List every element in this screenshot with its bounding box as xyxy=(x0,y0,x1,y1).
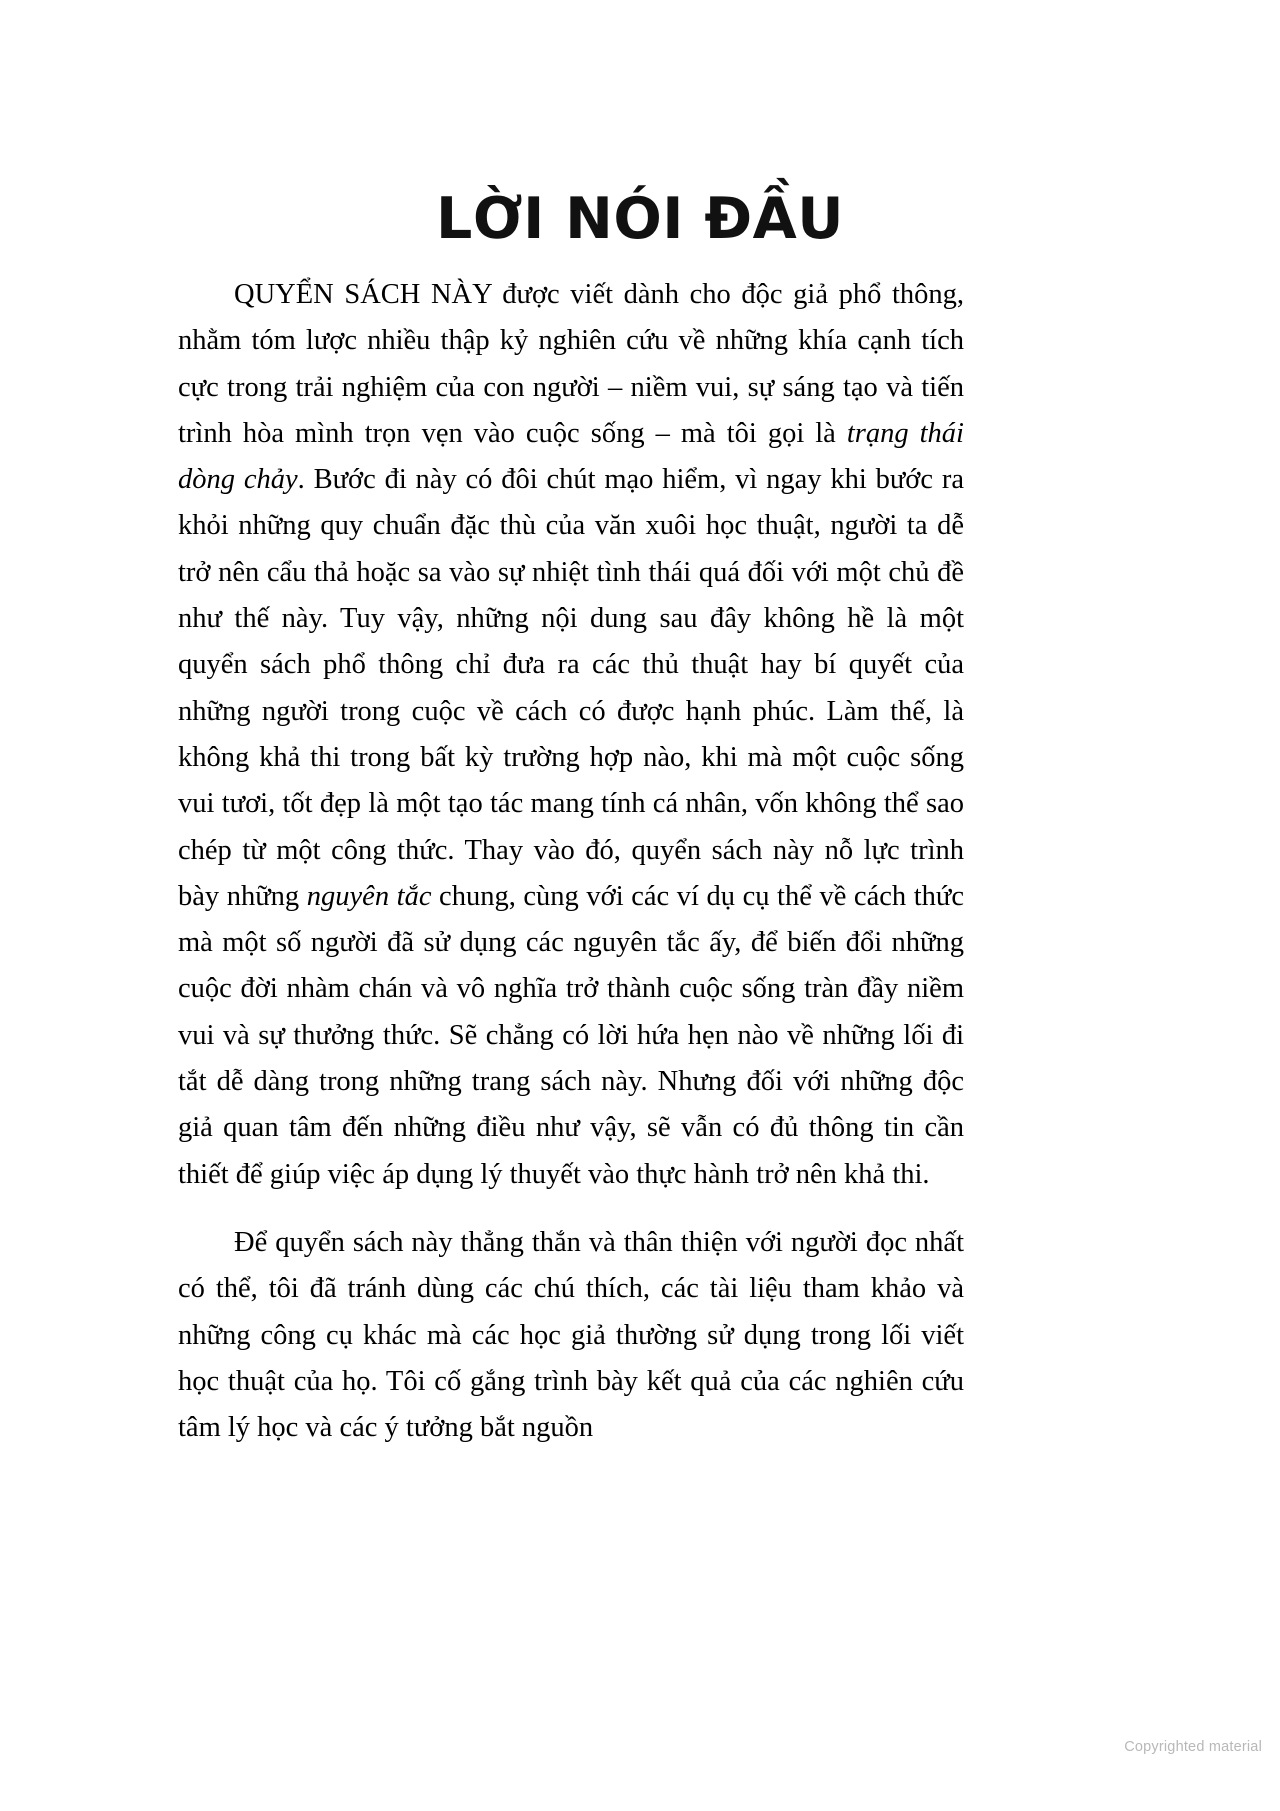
copyright-notice: Copyrighted material xyxy=(1124,1739,1262,1755)
page-title: LỜI NÓI ĐẦU xyxy=(435,186,845,253)
body-text-run: . Bước đi này có đôi chút mạo hiểm, vì ngay khi bước ra khỏi những quy chuẩn đặc thù của văn xuôi học thuật, người ta dễ trở nên cẩu thả hoặc sa vào sự nhiệt tình thái quá đối với một chủ đề như thế này. Tuy vậy, những nội dung sau đây không hề là một quyển sách phổ thông chỉ đưa ra các thủ thuật hay bí quyết của những người trong cuộc về cách có được hạnh phúc. Làm thế, là không khả thi trong bất kỳ trường hợp nào, khi mà một cuộc sống vui tươi, tốt đẹp là một tạo tác mang tính cá nhân, vốn không thể sao chép từ một công thức. Thay vào đó, quyển sách này nỗ lực trình bày những xyxy=(178,464,964,912)
emphasis-text: nguyên tắc xyxy=(306,880,432,912)
body-text-run: chung, cùng với các ví dụ cụ thể về cách thức mà một số người đã sử dụng các nguyên tắc ấy, để biến đổi những cuộc đời nhàm chán và vô nghĩa trở thành cuộc sống tràn đầy niềm vui và sự thưởng thức. Sẽ chẳng có lời hứa hẹn nào về những lối đi tắt dễ dàng trong những trang sách này. Nhưng đối với những độc giả quan tâm đến những điều như vậy, sẽ vẫn có đủ thông tin cần thiết để giúp việc áp dụng lý thuyết vào thực hành trở nên khả thi. xyxy=(178,880,964,1190)
body-text-block xyxy=(178,272,964,1473)
body-text-run: Để quyển sách này thẳng thắn và thân thiện với người đọc nhất có thể, tôi đã tránh dùng các chú thích, các tài liệu tham khảo và những công cụ khác mà các học giả thường sử dụng trong lối viết học thuật của họ. Tôi cố gắng trình bày kết quả của các nghiên cứu tâm lý học và các ý tưởng bắt nguồn xyxy=(178,1226,964,1444)
body-text-run: QUYỂN SÁCH NÀY được viết dành cho độc giả phổ thông, nhằm tóm lược nhiều thập kỷ nghiên cứu về những khía cạnh tích cực trong trải nghiệm của con người – niềm vui, sự sáng tạo và tiến trình hòa mình trọn vẹn vào cuộc sống – mà tôi gọi là xyxy=(178,279,964,449)
emphasis-text: trạng thái dòng chảy xyxy=(178,417,964,496)
paragraph-1 xyxy=(178,272,964,1198)
paragraph-2 xyxy=(178,1220,964,1451)
